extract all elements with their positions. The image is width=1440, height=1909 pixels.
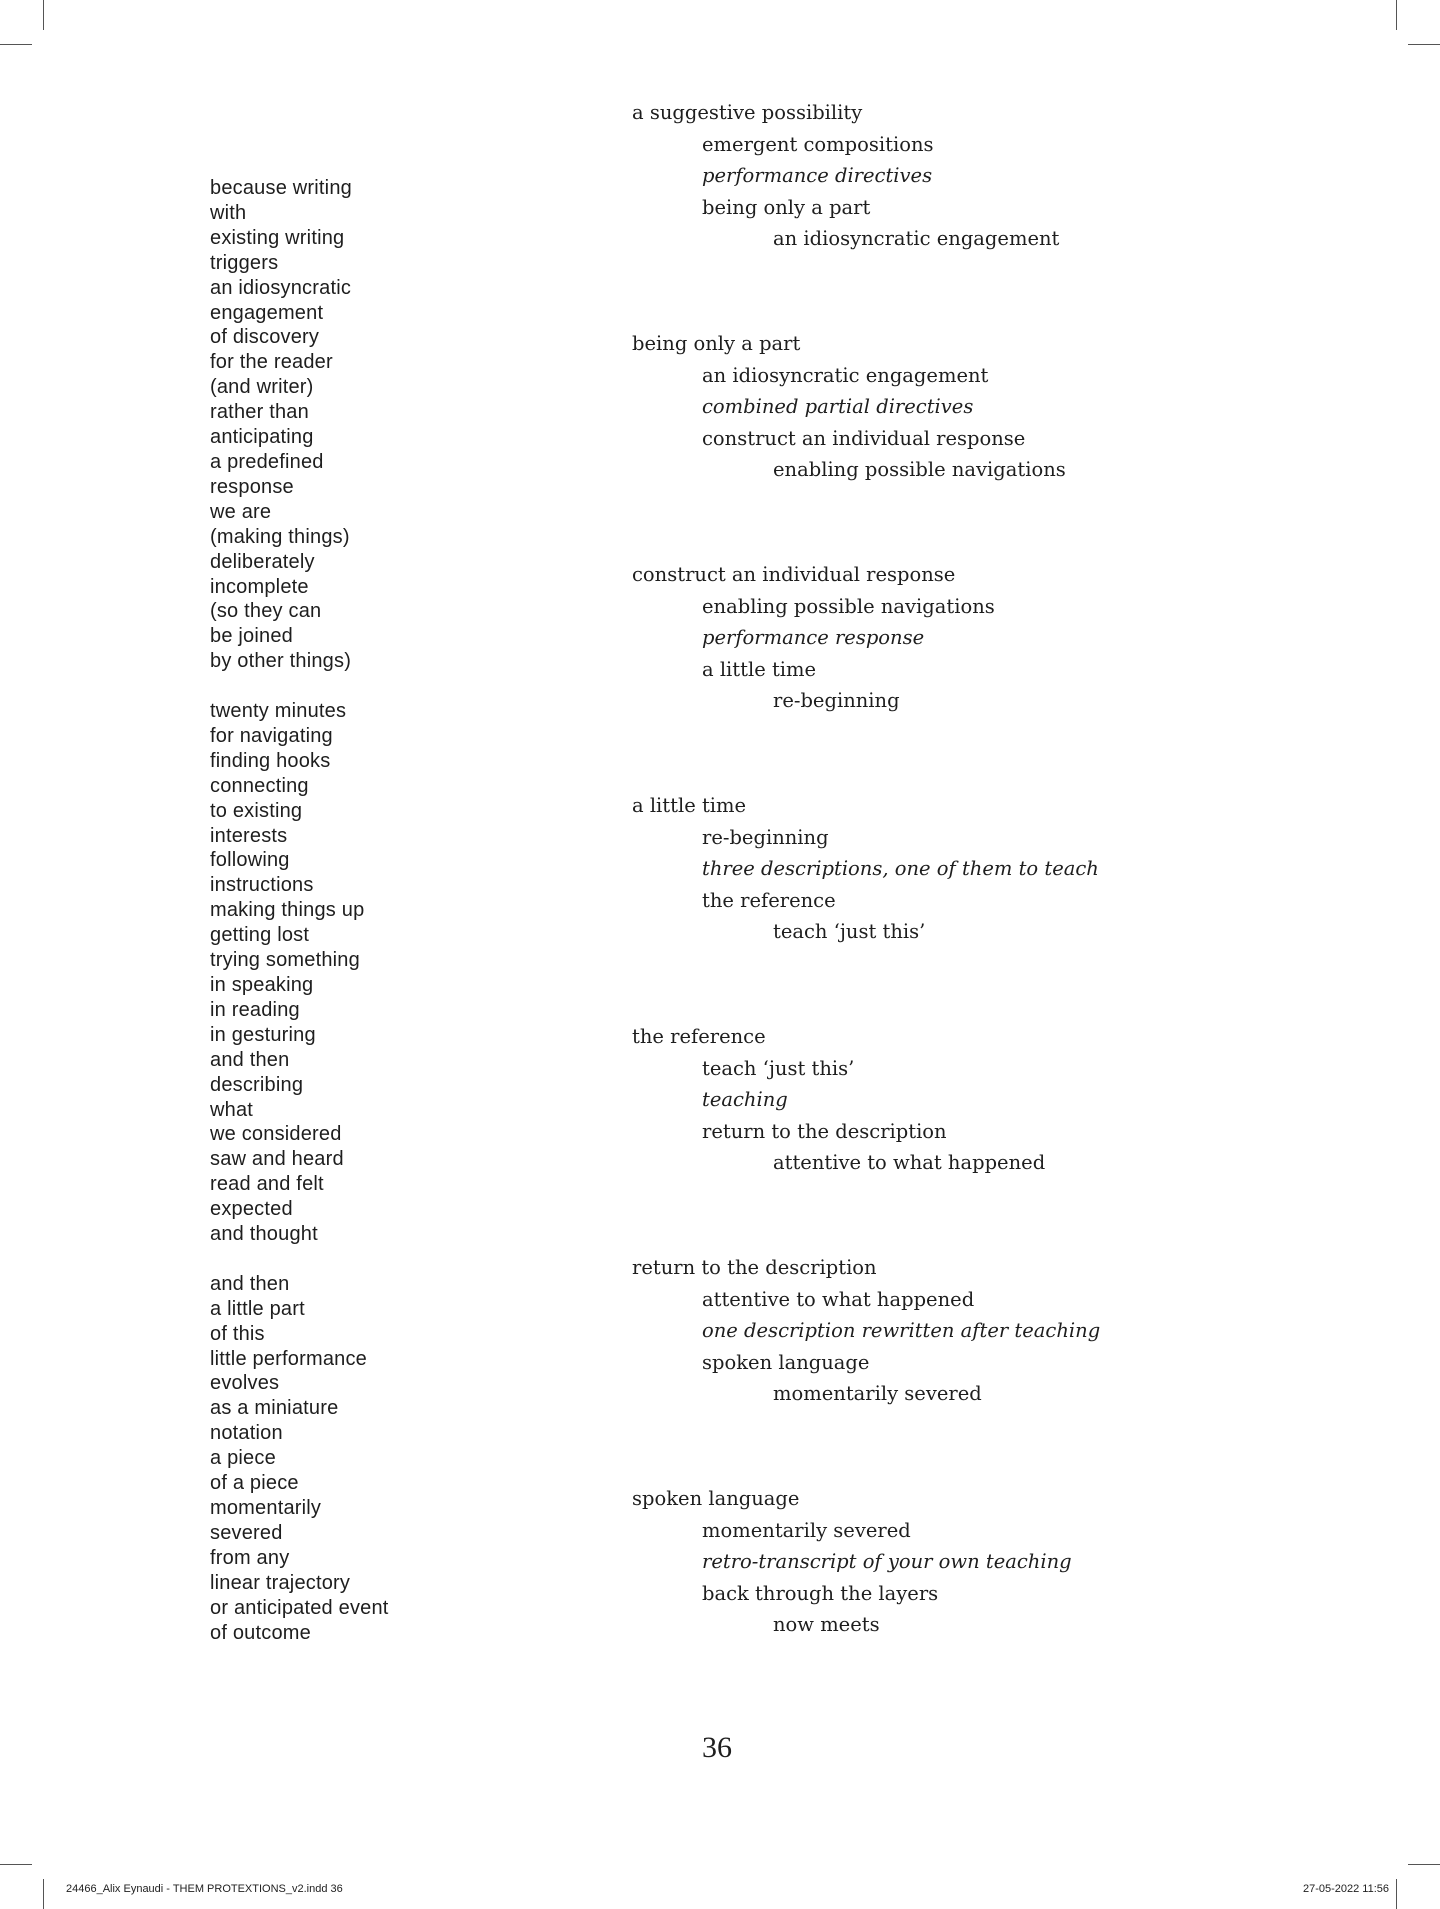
stanza-line: emergent compositions (702, 132, 934, 156)
stanza-line: an idiosyncratic engagement (773, 227, 1060, 250)
left-column-text (210, 176, 470, 1670)
stanza-line-italic: one description rewritten after teaching (702, 1319, 1101, 1342)
stanza-block (632, 559, 1192, 790)
left-stanza-line: a predefined (210, 450, 324, 473)
left-stanza-line: an idiosyncratic (210, 276, 352, 299)
stanza-block (632, 1021, 1192, 1252)
left-stanza-line: and then (210, 1048, 290, 1071)
left-stanza-line: (making things) (210, 525, 350, 548)
stanza-line: return to the description (702, 1119, 947, 1143)
left-stanza (210, 176, 470, 674)
stanza-line-italic: performance response (702, 626, 925, 649)
left-stanza-line: notation (210, 1422, 283, 1445)
left-stanza-line: triggers (210, 251, 279, 274)
left-stanza-line: existing writing (210, 226, 345, 249)
stanza-line: re-beginning (702, 825, 829, 849)
stanza-line: attentive to what happened (773, 1151, 1046, 1174)
left-stanza-line: in speaking (210, 973, 314, 996)
left-stanza-line: a piece (210, 1447, 276, 1470)
stanza-line: momentarily severed (702, 1518, 911, 1542)
left-stanza-line: as a miniature (210, 1397, 339, 1420)
left-stanza-line: and then (210, 1272, 290, 1295)
left-stanza (210, 699, 470, 1247)
crop-mark (0, 44, 32, 45)
left-stanza-line: a little part (210, 1297, 305, 1320)
stanza-block (632, 790, 1192, 1021)
stanza-line: teach ‘just this’ (773, 920, 926, 943)
stanza-line: construct an individual response (632, 563, 956, 586)
left-stanza-line: for the reader (210, 351, 333, 374)
left-stanza-line: with (210, 201, 247, 224)
crop-mark (43, 0, 44, 30)
page-number: 36 (702, 1731, 732, 1764)
left-stanza-line: of outcome (210, 1621, 311, 1644)
left-stanza-line: describing (210, 1073, 304, 1096)
left-stanza-line: severed (210, 1521, 283, 1544)
left-stanza-line: evolves (210, 1372, 280, 1395)
left-stanza-line: (so they can (210, 600, 322, 623)
right-column-text (632, 97, 1192, 1714)
left-stanza-line: in reading (210, 998, 300, 1021)
stanza-line: enabling possible navigations (702, 594, 995, 618)
left-stanza-line: response (210, 475, 294, 498)
stanza-line: an idiosyncratic engagement (702, 363, 989, 387)
left-stanza-line: instructions (210, 874, 314, 897)
stanza-line: the reference (632, 1025, 766, 1048)
left-stanza-line: finding hooks (210, 749, 331, 772)
print-slug-timestamp: 27-05-2022 11:56 (1302, 1883, 1389, 1895)
stanza-line-italic: teaching (702, 1088, 788, 1111)
crop-mark (1408, 44, 1440, 45)
left-stanza-line: by other things) (210, 650, 352, 673)
stanza-block (632, 328, 1192, 559)
print-slug-filename: 24466_Alix Eynaudi - THEM PROTEXTIONS_v2.indd 36 (66, 1883, 343, 1895)
crop-mark (0, 1864, 32, 1865)
left-stanza-line: we considered (210, 1123, 342, 1146)
left-stanza-line: from any (210, 1546, 290, 1569)
left-stanza-line: read and felt (210, 1173, 324, 1196)
left-stanza-line: what (210, 1098, 254, 1121)
stanza-line: attentive to what happened (702, 1287, 975, 1311)
stanza-block (632, 1483, 1192, 1714)
left-stanza-line: and thought (210, 1223, 318, 1246)
stanza-line: construct an individual response (702, 426, 1026, 450)
left-stanza-line: linear trajectory (210, 1571, 351, 1594)
left-stanza-line: of discovery (210, 326, 320, 349)
stanza-line: enabling possible navigations (773, 458, 1066, 481)
stanza-line: a little time (702, 657, 817, 681)
left-stanza-line: engagement (210, 301, 324, 324)
left-stanza-line: deliberately (210, 550, 315, 573)
left-stanza-line: connecting (210, 774, 309, 797)
stanza-line: a little time (632, 794, 747, 817)
left-stanza-line: because writing (210, 177, 352, 199)
stanza-line: spoken language (702, 1350, 870, 1374)
left-stanza-line: anticipating (210, 426, 314, 449)
stanza-line-italic: retro-transcript of your own teaching (702, 1550, 1072, 1573)
left-stanza-line: we are (210, 500, 272, 523)
stanza-line: teach ‘just this’ (702, 1056, 855, 1080)
crop-mark (1408, 1864, 1440, 1865)
left-stanza-line: getting lost (210, 924, 310, 947)
left-stanza-line: expected (210, 1198, 293, 1221)
crop-mark (43, 1879, 44, 1909)
crop-mark (1396, 1879, 1397, 1909)
stanza-line: the reference (702, 888, 836, 912)
left-stanza-line: rather than (210, 401, 309, 424)
left-stanza-line: in gesturing (210, 1023, 316, 1046)
left-stanza-line: saw and heard (210, 1148, 344, 1171)
stanza-line: return to the description (632, 1256, 877, 1279)
left-stanza-line: be joined (210, 625, 293, 648)
stanza-line: being only a part (632, 332, 801, 355)
stanza-line: a suggestive possibility (632, 101, 863, 124)
left-stanza-line: for navigating (210, 724, 333, 747)
left-stanza-line: (and writer) (210, 376, 314, 399)
left-stanza-line: or anticipated event (210, 1596, 389, 1619)
left-stanza (210, 1272, 470, 1646)
stanza-line: now meets (773, 1613, 880, 1636)
stanza-line: momentarily severed (773, 1382, 982, 1405)
left-stanza-line: of this (210, 1322, 265, 1345)
stanza-block (632, 97, 1192, 328)
stanza-line: back through the layers (702, 1581, 939, 1605)
left-stanza-line: to existing (210, 799, 303, 822)
left-stanza-line: incomplete (210, 575, 309, 598)
crop-mark (1396, 0, 1397, 30)
stanza-block (632, 1252, 1192, 1483)
stanza-line-italic: combined partial directives (702, 395, 974, 418)
stanza-line-italic: three descriptions, one of them to teach (702, 857, 1099, 880)
stanza-line: re-beginning (773, 689, 900, 712)
left-stanza-line: interests (210, 824, 288, 847)
left-stanza-line: twenty minutes (210, 700, 347, 723)
left-stanza-line: momentarily (210, 1497, 322, 1519)
left-stanza-line: of a piece (210, 1472, 299, 1495)
left-stanza-line: making things up (210, 899, 365, 922)
stanza-line: being only a part (702, 195, 871, 219)
left-stanza-line: trying something (210, 949, 360, 972)
stanza-line: spoken language (632, 1487, 800, 1510)
stanza-line-italic: performance directives (702, 164, 933, 187)
left-stanza-line: little performance (210, 1347, 367, 1370)
left-stanza-line: following (210, 849, 290, 872)
